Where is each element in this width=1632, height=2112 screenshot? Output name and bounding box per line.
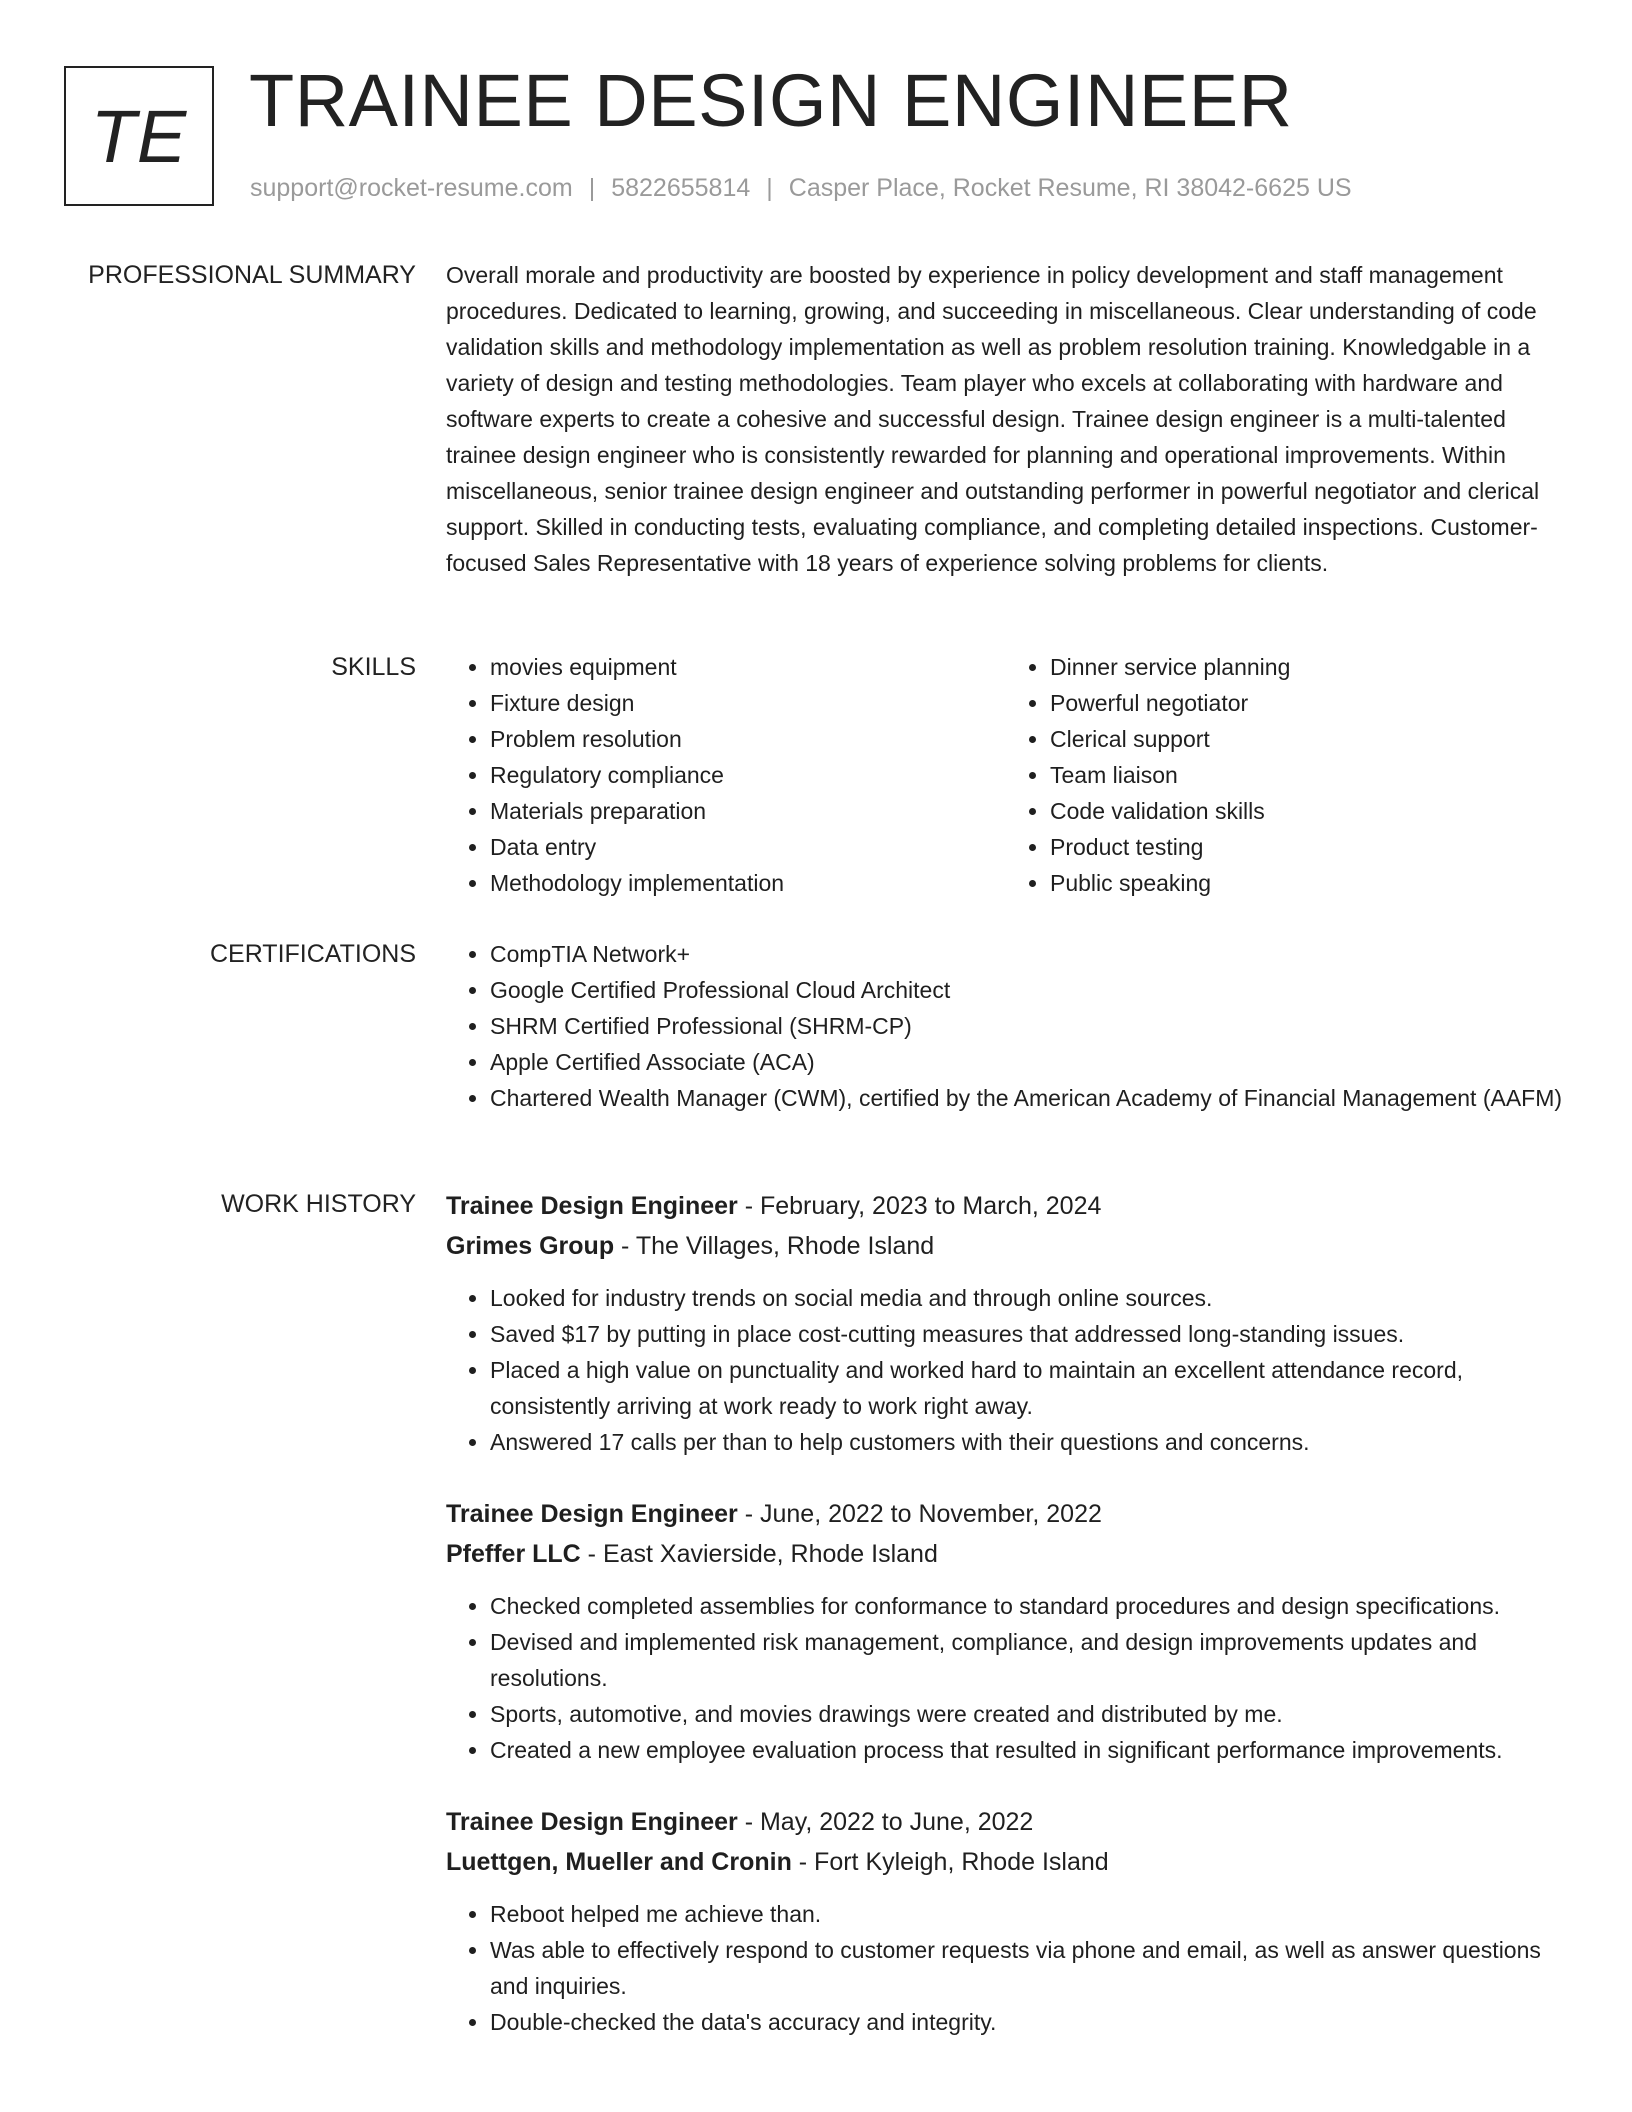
list-item: • CompTIA Network+ xyxy=(490,936,1566,972)
list-item: • Methodology implementation xyxy=(490,865,1006,901)
job-title: Trainee Design Engineer xyxy=(446,1500,738,1528)
job-dates: - May, 2022 to June, 2022 xyxy=(737,1808,1034,1836)
list-item: • Reboot helped me achieve than. xyxy=(490,1896,1566,1932)
resume-title: TRAINEE DESIGN ENGINEER xyxy=(249,59,1293,142)
list-item: • Team liaison xyxy=(1050,757,1566,793)
list-item: • Saved $17 by putting in place cost-cutting measures that addressed long-standing issues. xyxy=(490,1316,1566,1352)
job-title: Trainee Design Engineer xyxy=(446,1808,738,1836)
job-entry xyxy=(446,1494,1566,1768)
job-company: Luettgen, Mueller and Cronin xyxy=(446,1848,792,1876)
list-item: • SHRM Certified Professional (SHRM-CP) xyxy=(490,1008,1566,1044)
job-company-line xyxy=(446,1534,1566,1574)
section-label: CERTIFICATIONS xyxy=(209,940,416,968)
email: support@rocket-resume.com xyxy=(250,174,573,202)
job-entry xyxy=(446,1802,1566,2040)
job-company-line xyxy=(446,1226,1566,1266)
list-item: • Looked for industry trends on social media and through online sources. xyxy=(490,1280,1566,1316)
list-item: • Product testing xyxy=(1050,829,1566,865)
section-label: PROFESSIONAL SUMMARY xyxy=(88,261,416,289)
list-item: • Public speaking xyxy=(1050,865,1566,901)
monogram: TE xyxy=(64,66,214,206)
job-location: - Fort Kyleigh, Rhode Island xyxy=(791,1848,1109,1876)
section-label: SKILLS xyxy=(331,653,416,681)
certifications-list xyxy=(446,936,1566,1116)
job-dates: - February, 2023 to March, 2024 xyxy=(737,1192,1102,1220)
list-item: • Apple Certified Associate (ACA) xyxy=(490,1044,1566,1080)
list-item: • Powerful negotiator xyxy=(1050,685,1566,721)
job-title: Trainee Design Engineer xyxy=(446,1192,738,1220)
job-title-line xyxy=(446,1186,1566,1226)
list-item: • Checked completed assemblies for conformance to standard procedures and design specifications. xyxy=(490,1588,1566,1624)
list-item: • Problem resolution xyxy=(490,721,1006,757)
skills-list xyxy=(446,649,1566,901)
section-label: WORK HISTORY xyxy=(221,1190,416,1218)
phone: 5822655814 xyxy=(611,174,751,202)
list-item: • Sports, automotive, and movies drawings were created and distributed by me. xyxy=(490,1696,1566,1732)
job-dates: - June, 2022 to November, 2022 xyxy=(737,1500,1102,1528)
list-item: • Answered 17 calls per than to help customers with their questions and concerns. xyxy=(490,1424,1566,1460)
list-item: • Double-checked the data's accuracy and integrity. xyxy=(490,2004,1566,2040)
job-title-line xyxy=(446,1494,1566,1534)
job-company: Pfeffer LLC xyxy=(446,1540,581,1568)
skills-column-right xyxy=(1006,649,1566,901)
work-history-list xyxy=(446,1186,1566,2074)
list-item: • Placed a high value on punctuality and worked hard to maintain an excellent attendance record, consistently arriving at work ready to work right away. xyxy=(490,1352,1566,1424)
list-item: • Created a new employee evaluation process that resulted in significant performance improvements. xyxy=(490,1732,1566,1768)
list-item: • Chartered Wealth Manager (CWM), certified by the American Academy of Financial Management (AAFM) xyxy=(490,1080,1566,1116)
job-location: - East Xavierside, Rhode Island xyxy=(580,1540,938,1568)
job-entry xyxy=(446,1186,1566,1460)
summary-text: Overall morale and productivity are boosted by experience in policy development and staff management procedures. Dedicated to learning, growing, and succeeding in miscellaneous. Clear understanding of code validation skills and methodology implementation as well as problem resolution training. Knowledgable in a variety of design and testing methodologies. Team player who excels at collaborating with hardware and software experts to create a cohesive and successful design. Trainee design engineer is a multi-talented trainee design engineer who is consistently rewarded for planning and operational improvements. Within miscellaneous, senior trainee design engineer and outstanding performer in powerful negotiator and clerical support. Skilled in conducting tests, evaluating compliance, and completing detailed inspections. Customer-focused Sales Representative with 18 years of experience solving problems for clients. xyxy=(446,262,1540,576)
list-item: • Google Certified Professional Cloud Architect xyxy=(490,972,1566,1008)
list-item: • Materials preparation xyxy=(490,793,1006,829)
list-item: • Was able to effectively respond to customer requests via phone and email, as well as answer questions and inquiries. xyxy=(490,1932,1566,2004)
list-item: • Devised and implemented risk management, compliance, and design improvements updates and resolutions. xyxy=(490,1624,1566,1696)
job-company-line xyxy=(446,1842,1566,1882)
separator: | xyxy=(588,174,596,202)
list-item: • Regulatory compliance xyxy=(490,757,1006,793)
job-location: - The Villages, Rhode Island xyxy=(614,1232,935,1260)
list-item: • Code validation skills xyxy=(1050,793,1566,829)
list-item: • Dinner service planning xyxy=(1050,649,1566,685)
list-item: • movies equipment xyxy=(490,649,1006,685)
separator: | xyxy=(766,174,773,202)
job-title-line xyxy=(446,1802,1566,1842)
list-item: • Clerical support xyxy=(1050,721,1566,757)
contact-line xyxy=(250,174,1352,203)
list-item: • Fixture design xyxy=(490,685,1006,721)
list-item: • Data entry xyxy=(490,829,1006,865)
job-company: Grimes Group xyxy=(446,1232,615,1260)
address: Casper Place, Rocket Resume, RI 38042-6625 US xyxy=(788,174,1352,202)
skills-column-left xyxy=(446,649,1006,901)
